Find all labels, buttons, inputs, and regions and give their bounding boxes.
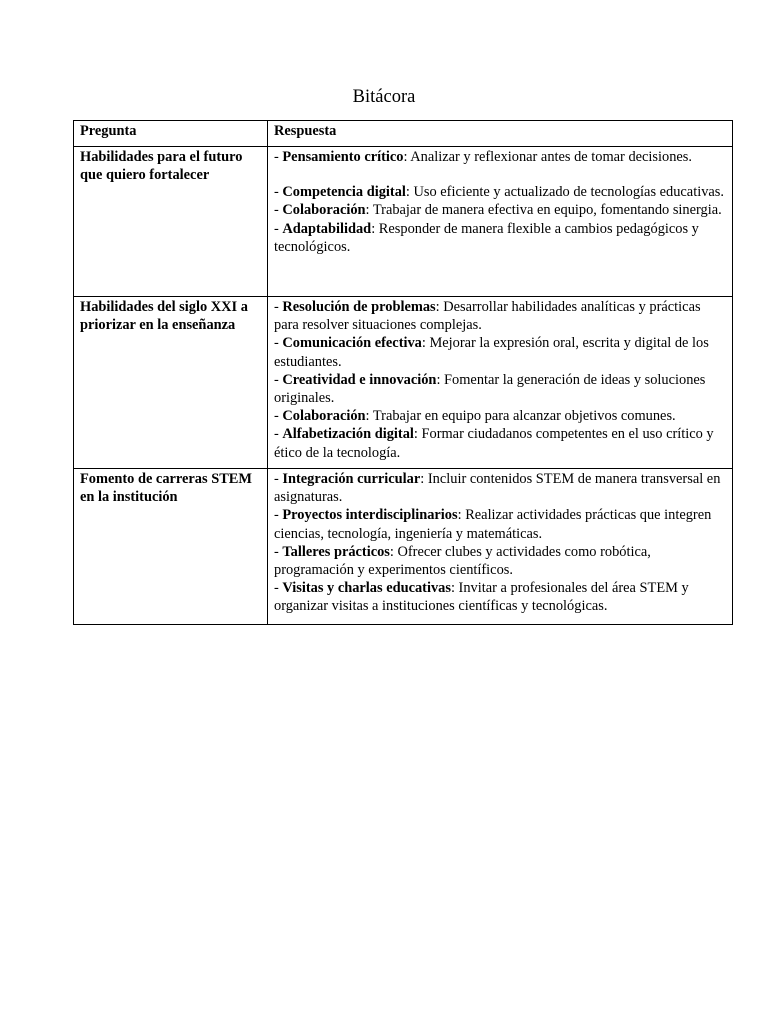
- question-cell: Fomento de carreras STEM en la institución: [74, 469, 268, 625]
- table-header-row: [74, 121, 733, 147]
- answer-text: : Desarrollar habilidades analíticas y prácticas para resolver situaciones complejas.: [274, 299, 701, 334]
- answer-term: Visitas y charlas educativas: [282, 580, 451, 597]
- answer-item: [274, 371, 726, 407]
- answer-text: : Uso eficiente y actualizado de tecnologías educativas.: [405, 184, 724, 201]
- answer-prefix: -: [274, 426, 283, 443]
- answer-text: : Responder de manera flexible a cambios pedagógicos y tecnológicos.: [274, 220, 699, 255]
- answer-prefix: -: [274, 202, 283, 219]
- answer-item: [274, 543, 726, 579]
- answer-prefix: -: [274, 335, 283, 352]
- answer-cell: [268, 469, 733, 625]
- answer-item: [274, 334, 726, 370]
- answer-item: [274, 201, 726, 219]
- answer-term: Comunicación efectiva: [282, 335, 422, 352]
- answer-prefix: -: [274, 580, 283, 597]
- answer-prefix: -: [274, 507, 283, 524]
- answer-item: [274, 506, 726, 542]
- answer-text: : Trabajar en equipo para alcanzar objetivos comunes.: [365, 408, 676, 425]
- answer-prefix: -: [274, 471, 283, 487]
- answer-item: [274, 407, 726, 425]
- answer-text: : Formar ciudadanos competentes en el uso crítico y ético de la tecnología.: [274, 426, 714, 461]
- answer-prefix: -: [274, 371, 283, 388]
- table-body: [74, 147, 733, 625]
- answer-item: [274, 220, 726, 256]
- answer-text: : Realizar actividades prácticas que integren ciencias, tecnología, ingeniería y matemáticas.: [274, 507, 712, 542]
- answer-item: [274, 148, 726, 166]
- answer-prefix: -: [274, 543, 283, 560]
- answer-text: : Fomentar la generación de ideas y soluciones originales.: [274, 371, 706, 407]
- answer-text: : Trabajar de manera efectiva en equipo, fomentando sinergia.: [365, 202, 722, 219]
- header-answer: Respuesta: [268, 121, 733, 147]
- answer-text: : Invitar a profesionales del área STEM y organizar visitas a instituciones científicas y tecnológicas.: [274, 580, 689, 615]
- page-title: Bitácora: [352, 87, 416, 107]
- answer-prefix: -: [274, 299, 283, 315]
- answer-term: Integración curricular: [282, 471, 421, 487]
- answer-text: : Analizar y reflexionar antes de tomar decisiones.: [403, 149, 692, 165]
- answer-term: Alfabetización digital: [282, 426, 414, 443]
- answer-prefix: -: [274, 149, 283, 165]
- answer-term: Colaboración: [282, 408, 366, 425]
- answer-prefix: -: [274, 184, 283, 201]
- answer-prefix: -: [274, 220, 283, 237]
- answer-term: Resolución de problemas: [282, 299, 436, 315]
- table-row: [74, 469, 733, 625]
- answer-cell: [268, 147, 733, 297]
- answer-item: [274, 298, 726, 334]
- table-row: [74, 297, 733, 469]
- answer-item: [274, 579, 726, 615]
- answer-term: Competencia digital: [282, 184, 406, 201]
- answer-item: [274, 183, 726, 201]
- answer-term: Talleres prácticos: [282, 543, 390, 560]
- header-question: Pregunta: [74, 121, 268, 147]
- answer-cell: [268, 297, 733, 469]
- table-row: [74, 147, 733, 297]
- log-table: [73, 120, 733, 625]
- question-cell: Habilidades para el futuro que quiero fortalecer: [74, 147, 268, 297]
- answer-term: Colaboración: [282, 202, 366, 219]
- answer-term: Pensamiento crítico: [282, 149, 404, 165]
- answer-text: : Mejorar la expresión oral, escrita y digital de los estudiantes.: [274, 335, 709, 370]
- answer-item: [274, 470, 726, 506]
- answer-term: Creatividad e innovación: [282, 371, 437, 388]
- answer-text: : Incluir contenidos STEM de manera transversal en asignaturas.: [274, 471, 721, 506]
- answer-text: : Ofrecer clubes y actividades como robótica, programación y experimentos científicos.: [274, 543, 651, 579]
- answer-item: [274, 425, 726, 461]
- question-cell: Habilidades del siglo XXI a priorizar en la enseñanza: [74, 297, 268, 469]
- answer-term: Adaptabilidad: [282, 220, 372, 237]
- answer-term: Proyectos interdisciplinarios: [282, 507, 458, 524]
- answer-prefix: -: [274, 408, 283, 425]
